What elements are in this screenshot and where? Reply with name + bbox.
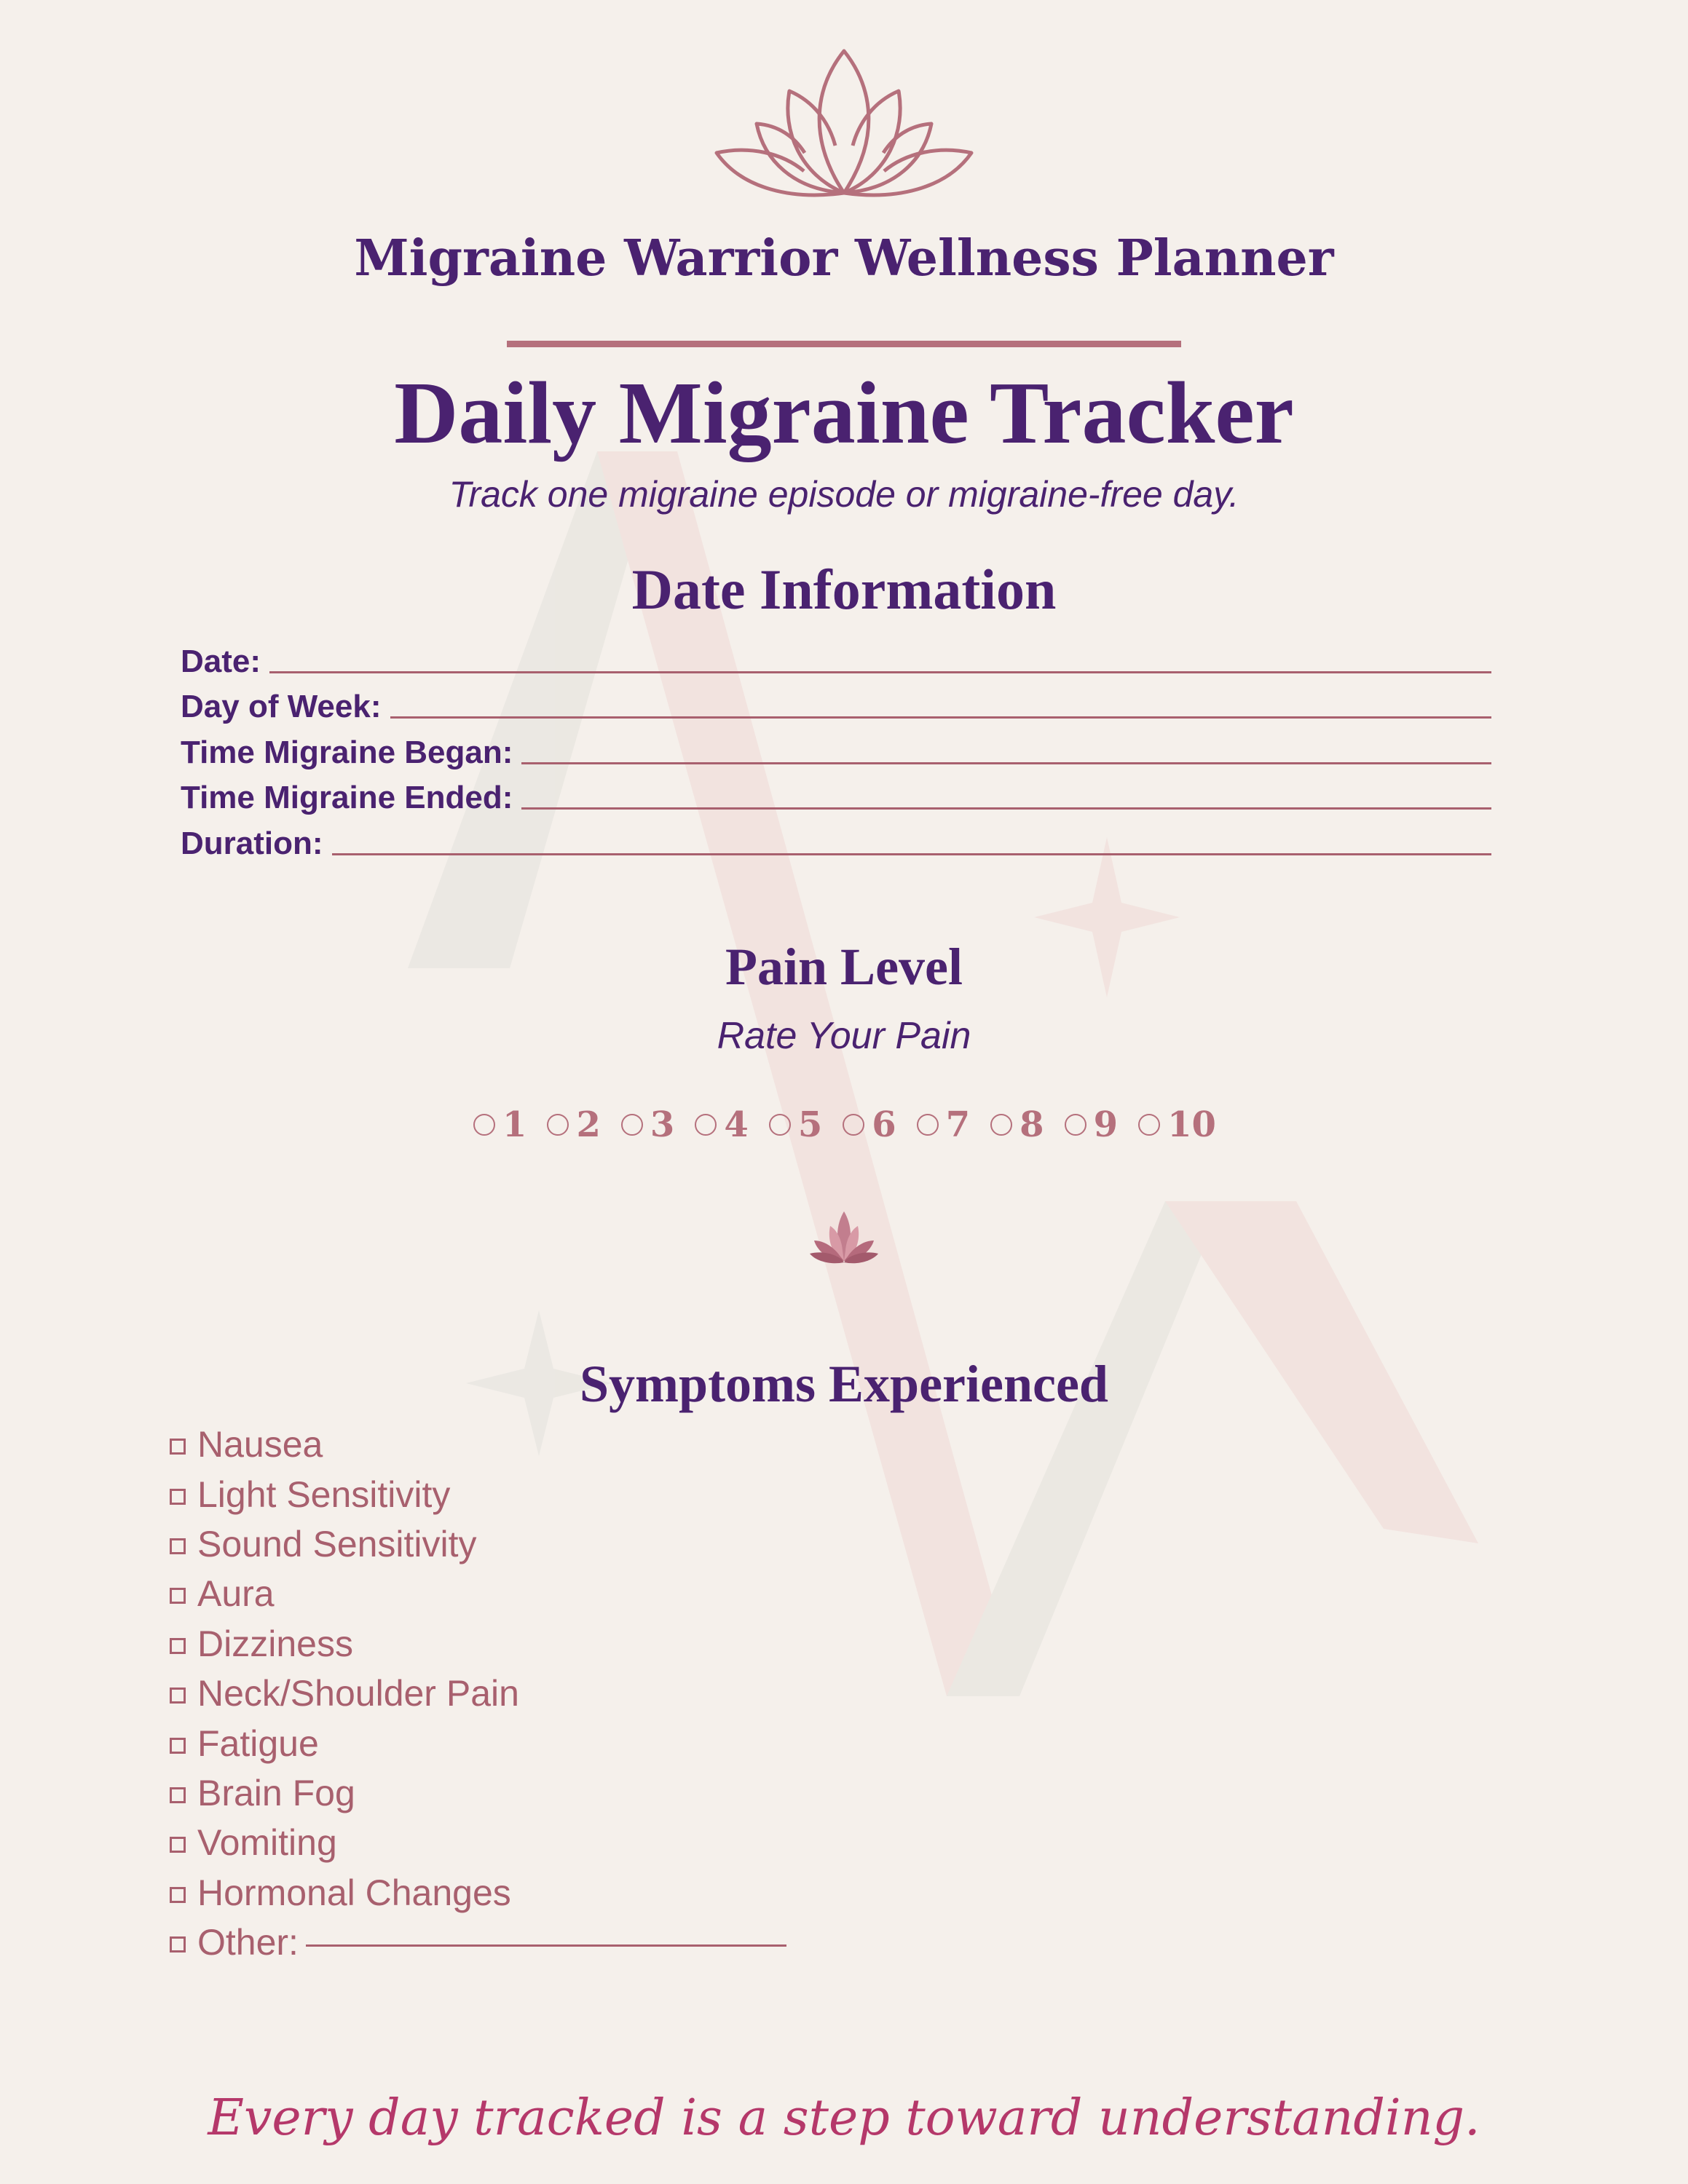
checkbox-icon[interactable] (170, 1638, 186, 1654)
time-began-field[interactable] (181, 723, 1491, 769)
checkbox-icon[interactable] (170, 1538, 186, 1554)
symptom-label: Dizziness (197, 1623, 353, 1664)
time-began-input-line[interactable] (521, 762, 1491, 764)
radio-icon[interactable] (843, 1114, 864, 1136)
radio-icon[interactable] (990, 1114, 1012, 1136)
symptom-label: Brain Fog (197, 1772, 355, 1813)
symptom-label: Light Sensitivity (197, 1473, 451, 1515)
symptom-label: Neck/Shoulder Pain (197, 1673, 519, 1714)
field-label: Duration: (181, 825, 323, 861)
pain-option-label: 7 (945, 1104, 971, 1145)
time-ended-field[interactable] (181, 769, 1491, 815)
field-label: Time Migraine Ended: (181, 780, 513, 815)
pain-option-label: 1 (502, 1104, 527, 1145)
page-subtitle: Track one migraine episode or migraine-free day. (449, 474, 1239, 515)
checkbox-icon[interactable] (170, 1787, 186, 1803)
duration-input-line[interactable] (332, 853, 1491, 855)
day-of-week-input-line[interactable] (390, 716, 1492, 719)
symptom-aura[interactable] (170, 1569, 786, 1618)
day-of-week-field[interactable] (181, 678, 1491, 724)
title-divider (507, 341, 1181, 347)
pain-option-2[interactable] (547, 1104, 600, 1145)
checkbox-icon[interactable] (170, 1887, 186, 1903)
pain-option-4[interactable] (695, 1104, 748, 1145)
pain-option-1[interactable] (473, 1104, 526, 1145)
symptom-label: Aura (197, 1573, 275, 1615)
symptoms-section-title: Symptoms Experienced (580, 1355, 1108, 1413)
pain-option-label: 5 (797, 1104, 823, 1145)
field-label: Day of Week: (181, 689, 382, 724)
checkbox-icon[interactable] (170, 1489, 186, 1505)
pain-option-6[interactable] (843, 1104, 896, 1145)
radio-icon[interactable] (621, 1114, 643, 1136)
pain-option-label: 8 (1019, 1104, 1044, 1145)
radio-icon[interactable] (917, 1114, 939, 1136)
checkbox-icon[interactable] (170, 1936, 186, 1952)
checkbox-icon[interactable] (170, 1738, 186, 1754)
symptom-dizziness[interactable] (170, 1619, 786, 1669)
radio-icon[interactable] (1138, 1114, 1160, 1136)
symptom-label: Vomiting (197, 1822, 337, 1864)
checkbox-icon[interactable] (170, 1688, 186, 1704)
symptom-brain-fog[interactable] (170, 1768, 786, 1818)
lotus-logo (713, 44, 975, 211)
pain-option-10[interactable] (1138, 1104, 1216, 1145)
radio-icon[interactable] (769, 1114, 791, 1136)
symptom-label: Hormonal Changes (197, 1872, 511, 1913)
pain-section-title: Pain Level (725, 938, 963, 996)
time-ended-input-line[interactable] (521, 807, 1491, 810)
checkbox-icon[interactable] (170, 1588, 186, 1604)
duration-field[interactable] (181, 814, 1491, 860)
symptom-light-sensitivity[interactable] (170, 1469, 786, 1519)
lotus-divider-icon (808, 1208, 880, 1265)
pain-option-label: 10 (1167, 1104, 1216, 1145)
footer-quote: Every day tracked is a step toward understanding. (208, 2089, 1480, 2147)
symptom-other[interactable] (170, 1918, 786, 1967)
pain-option-label: 4 (724, 1104, 749, 1145)
field-label: Time Migraine Began: (181, 734, 513, 770)
symptom-label: Other: (197, 1922, 299, 1963)
pain-option-7[interactable] (917, 1104, 970, 1145)
date-section-title: Date Information (631, 558, 1057, 621)
field-label: Date: (181, 643, 261, 679)
pain-option-label: 9 (1093, 1104, 1119, 1145)
planner-title: Migraine Warrior Wellness Planner (354, 229, 1334, 288)
radio-icon[interactable] (695, 1114, 717, 1136)
date-field[interactable] (181, 632, 1491, 678)
symptom-neck-shoulder-pain[interactable] (170, 1669, 786, 1718)
symptom-sound-sensitivity[interactable] (170, 1519, 786, 1569)
symptom-label: Sound Sensitivity (197, 1523, 477, 1564)
symptom-list (170, 1420, 786, 1967)
pain-scale (473, 1099, 1216, 1150)
checkbox-icon[interactable] (170, 1837, 186, 1853)
radio-icon[interactable] (473, 1114, 495, 1136)
symptom-label: Nausea (197, 1424, 323, 1465)
pain-option-9[interactable] (1065, 1104, 1118, 1145)
radio-icon[interactable] (1065, 1114, 1086, 1136)
pain-option-8[interactable] (990, 1104, 1044, 1145)
date-input-line[interactable] (269, 671, 1491, 673)
pain-option-label: 2 (576, 1104, 601, 1145)
other-input-line[interactable] (306, 1944, 786, 1947)
pain-section-subtitle: Rate Your Pain (717, 1015, 971, 1057)
pain-option-label: 6 (872, 1104, 896, 1145)
pain-option-5[interactable] (769, 1104, 822, 1145)
date-fields (181, 632, 1491, 860)
symptom-nausea[interactable] (170, 1420, 786, 1469)
symptom-vomiting[interactable] (170, 1818, 786, 1867)
symptom-label: Fatigue (197, 1722, 319, 1764)
pain-option-label: 3 (650, 1104, 675, 1145)
page-title: Daily Migraine Tracker (394, 364, 1294, 462)
symptom-hormonal-changes[interactable] (170, 1868, 786, 1918)
symptom-fatigue[interactable] (170, 1718, 786, 1768)
checkbox-icon[interactable] (170, 1439, 186, 1455)
pain-option-3[interactable] (621, 1104, 674, 1145)
radio-icon[interactable] (547, 1114, 569, 1136)
